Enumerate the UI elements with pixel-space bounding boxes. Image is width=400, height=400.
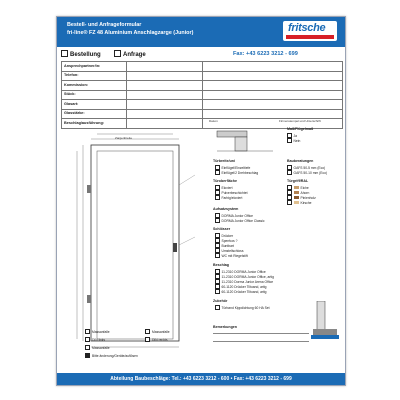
order-form-sheet <box>56 16 346 386</box>
callout-line <box>179 237 195 245</box>
form-row[interactable] <box>62 99 342 109</box>
field-label: Glasart: <box>64 101 79 106</box>
tuergriff-option[interactable]: Ahorn <box>287 190 309 195</box>
schloss-title: Schlösser <box>213 227 231 231</box>
oberflaeche-title: Türoberfläche <box>213 179 237 183</box>
bauberatung-option[interactable]: GAFS 50-10 mm (Eco) <box>287 170 327 175</box>
beschlag-option[interactable]: 11-2310 DORMA Junior Office, artig <box>215 274 274 279</box>
form-header <box>57 17 345 47</box>
beschlag-option[interactable]: 11-2310 Dorma Junior Arena Office <box>215 279 273 284</box>
firmenstempel-label: Firmenstempel und Unterschrift <box>279 119 321 123</box>
bottom-note: Bitte änderung/Geräte/auflösen <box>85 353 138 358</box>
door-outer-frame <box>91 145 179 341</box>
oberflaeche-option[interactable]: Eloxiert <box>215 185 233 190</box>
schloss-option[interactable]: Buntbart <box>215 243 234 248</box>
beschlag-option[interactable]: 60-1120 Drücker Tiltoand, artig <box>215 289 267 294</box>
tuerbreite-option[interactable]: Einflügel/Einzeltiefe <box>215 165 250 170</box>
beschlag-option[interactable]: 11-2310 DORMA Junior Office <box>215 269 266 274</box>
order-type-row <box>61 50 146 60</box>
field-label: Ansprechpartner/in: <box>64 63 101 68</box>
oberflaeche-option[interactable]: Farbig/eloxiert <box>215 195 242 200</box>
callout-line <box>179 175 195 185</box>
tuergriff-option[interactable]: Pinienholz <box>287 195 316 200</box>
aufbau-option[interactable]: Ja <box>287 133 297 138</box>
form-title: Bestell- und Anfrageformular <box>67 22 142 28</box>
tuergriff-option[interactable]: Kirsche <box>287 200 312 205</box>
form-footer <box>57 373 345 385</box>
logo-red-bar <box>286 35 334 39</box>
bestellung-checkbox[interactable] <box>61 50 68 57</box>
door-frame-drawing <box>61 125 211 361</box>
bemerkungen-line[interactable] <box>213 333 309 334</box>
bottom-option[interactable]: Massanfalle <box>85 329 110 334</box>
zubehoer2-title: Zubehör <box>213 299 228 303</box>
bottom-option[interactable]: Massanfalle <box>85 345 110 350</box>
form-row[interactable] <box>62 71 342 81</box>
bemerkungen-title: Bemerkungen <box>213 325 237 329</box>
bottom-option[interactable]: DIN rechts <box>145 337 168 342</box>
bottom-option[interactable]: DIN links <box>85 337 105 342</box>
options-panel <box>213 125 341 361</box>
field-label: Beschlag/ausführung: <box>64 120 105 125</box>
zubehoer-title: Aufsatzsystem <box>213 207 239 211</box>
tuerbreite-title: Türbreite/uni <box>213 159 235 163</box>
beschlag-option[interactable]: 60-1120 Drücker Tiltoand, artig <box>215 284 267 289</box>
field-label: Telefon: <box>64 73 79 77</box>
seal-profile-drawing <box>311 301 339 339</box>
tuergriff-title: Türgriff/RAL <box>287 179 309 183</box>
bauberatung-title: Bauberatungen <box>287 159 314 163</box>
form-subtitle: fri-line® FZ 48 Aluminium Anschlagzarge (Junior) <box>67 30 194 36</box>
tuerbreite-option[interactable]: Einflügel/2 Drehbeschlag <box>215 170 258 175</box>
schloss-option[interactable]: WC mit Riegelstift <box>215 253 248 258</box>
schloss-option[interactable]: Sperrkos ? <box>215 238 237 243</box>
aufbau-option[interactable]: Nein <box>287 138 300 143</box>
anfrage-checkbox[interactable] <box>114 50 121 57</box>
door-handle <box>173 243 177 252</box>
hinge-bottom <box>87 295 91 303</box>
form-row[interactable] <box>62 109 342 119</box>
form-row[interactable] <box>62 61 342 71</box>
footer-contact: Abteilung Baubeschläge: Tel.: +43 6223 3212 - 600 • Fax: +43 6223 3212 - 699 <box>110 376 292 382</box>
frame-width-label: Zargenbreite <box>115 136 133 140</box>
bemerkungen-line[interactable] <box>213 341 309 342</box>
bestellung-label: Bestellung <box>70 52 101 58</box>
hinge-top <box>87 185 91 193</box>
schloss-option[interactable]: Drücker <box>215 233 233 238</box>
bauberatung-option[interactable]: GAFS 50-5 mm (Eco) <box>287 165 325 170</box>
field-label: Glasstärke: <box>64 111 85 115</box>
profile-section-drawing <box>213 125 287 157</box>
logo-wordmark: fritsche <box>288 22 326 34</box>
zubehoer-option[interactable]: DORMA Junior Office <box>215 213 253 218</box>
door-inner-frame <box>97 151 173 339</box>
schloss-option[interactable]: Umstellschloss <box>215 248 243 253</box>
field-label: Stück: <box>64 92 76 96</box>
oberflaeche-option[interactable]: Pulverbeschichtet <box>215 190 248 195</box>
bottom-option[interactable]: Massanfalle <box>145 329 170 334</box>
form-row[interactable] <box>62 80 342 90</box>
aufbau-title: Maß/Flügelmaß <box>287 127 314 131</box>
datum-label: Datum <box>209 119 218 123</box>
zubehoer-option[interactable]: DORMA Junior Office Classic <box>215 218 265 223</box>
tuergriff-option[interactable]: Eiche <box>287 185 309 190</box>
anfrage-label: Anfrage <box>123 52 146 58</box>
beschlag-title: Beschlag <box>213 263 229 267</box>
form-row[interactable] <box>62 90 342 100</box>
zubehoer2-option[interactable]: Türband Kippdichtung 60 HA Set <box>215 305 270 310</box>
field-label: Kommission: <box>64 82 89 87</box>
company-logo <box>283 21 337 41</box>
fax-number: Fax: +43 6223 3212 - 699 <box>233 51 298 57</box>
